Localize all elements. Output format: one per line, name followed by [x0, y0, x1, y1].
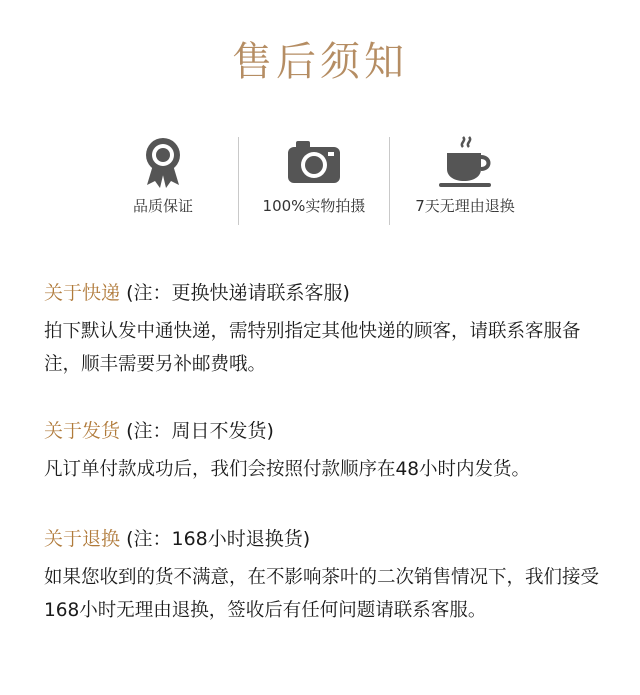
section-express — [44, 278, 604, 381]
award-ribbon-icon — [131, 135, 195, 189]
feature-strip — [88, 135, 552, 225]
section-body: 如果您收到的货不满意，在不影响茶叶的二次销售情况下，我们接受168小时无理由退换，签收后有任何问题请联系客服。 — [44, 567, 600, 621]
page-title: 售后须知 — [232, 39, 408, 85]
feature-return — [390, 135, 540, 225]
camera-icon — [282, 135, 346, 189]
section-title: 关于退换 — [44, 528, 121, 550]
section-heading — [44, 524, 604, 551]
section-note: (注：168小时退换货) — [126, 528, 311, 550]
section-title: 关于快递 — [44, 282, 121, 304]
coffee-cup-icon — [433, 135, 497, 189]
section-title: 关于发货 — [44, 420, 121, 442]
section-body: 凡订单付款成功后，我们会按照付款顺序在48小时内发货。 — [44, 459, 531, 480]
feature-label: 7天无理由退换 — [415, 197, 515, 215]
section-heading — [44, 278, 604, 305]
section-note: (注：更换快递请联系客服) — [126, 282, 350, 304]
feature-real-photo — [239, 135, 389, 225]
section-note: (注：周日不发货) — [126, 420, 274, 442]
feature-quality — [88, 135, 238, 225]
section-returns — [44, 524, 604, 627]
feature-label: 品质保证 — [132, 197, 193, 215]
section-body: 拍下默认发中通快递，需特别指定其他快递的顾客，请联系客服备注，顺丰需要另补邮费哦。 — [44, 321, 581, 375]
feature-label: 100%实物拍摄 — [262, 197, 366, 215]
section-heading — [44, 416, 604, 443]
section-shipping — [44, 416, 604, 486]
